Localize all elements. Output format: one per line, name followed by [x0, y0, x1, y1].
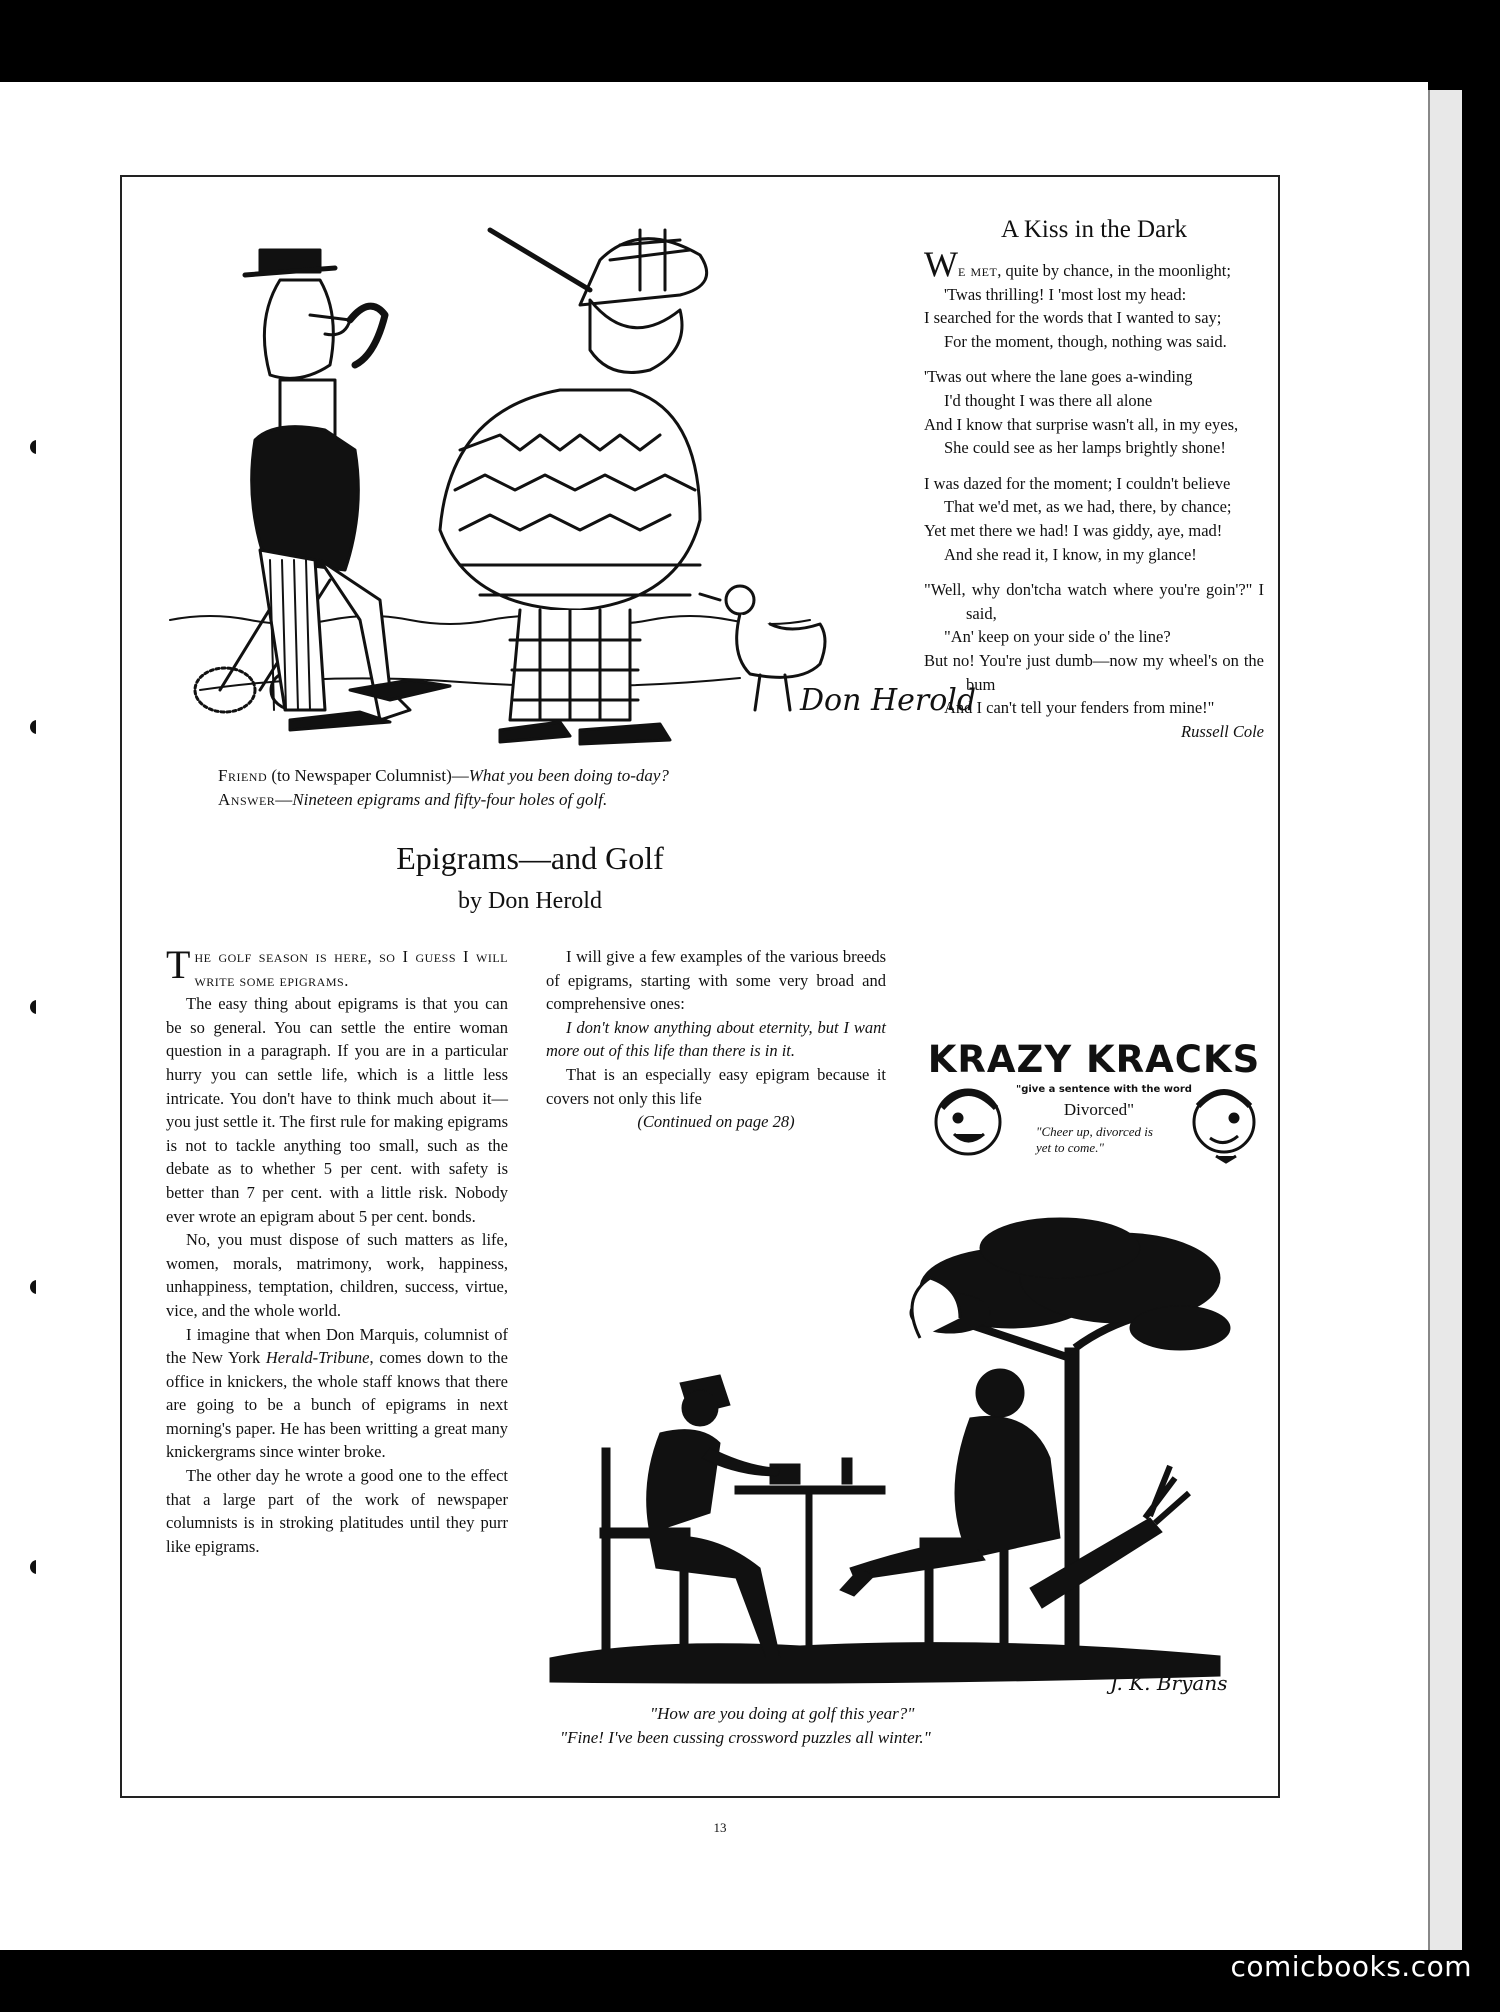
poem-line: I'd thought I was there all alone: [944, 390, 1153, 410]
page-stack-edge: [1428, 90, 1462, 1950]
silhouette-caption: [560, 1702, 1160, 1750]
newspaper-name: Herald-Tribune: [265, 1348, 370, 1368]
poem-line: [924, 696, 1264, 741]
article-paragraph: [166, 942, 508, 992]
article-paragraph: No, you must dispose of such matters as life, women, morals, matrimony, work, happiness, unhappiness, temptation, children, success, virtue, vice, and the whole world.: [166, 1230, 508, 1320]
poem-stanza: [924, 578, 1264, 741]
poem-stanza: [924, 472, 1264, 566]
poem-author: Russell Cole: [1181, 721, 1264, 741]
poem-text: , quite by chance, in the moonlight;: [997, 261, 1231, 280]
poem-stanza: [924, 244, 1264, 353]
silhouette-caption-line: "How are you doing at golf this year?": [650, 1704, 915, 1723]
drop-cap: T: [166, 942, 191, 987]
poem-line: I was dazed for the moment; I couldn't believe: [924, 473, 1231, 493]
poem-text: And I can't tell your fenders from mine!": [944, 698, 1215, 718]
poem-line: And I know that surprise wasn't all, in my eyes,: [924, 414, 1239, 434]
poem-stanza: [924, 365, 1264, 459]
friend-question: What you been doing to-day?: [468, 766, 669, 785]
article-paragraph: I will give a few examples of the various breeds of epigrams, starting with some very broad and comprehensive ones:: [546, 947, 886, 1014]
poem-line: "An' keep on your side o' the line?: [944, 627, 1171, 647]
article-paragraph: That is an especially easy epigram because it covers not only this life: [546, 1064, 886, 1108]
poem-line: And she read it, I know, in my glance!: [944, 544, 1197, 564]
poem-title: A Kiss in the Dark: [1000, 216, 1188, 243]
answer-text: —: [275, 790, 293, 809]
silhouette-caption-line: "Fine! I've been cussing crossword puzzles all winter.": [560, 1728, 931, 1747]
article-paragraph: The other day he wrote a good one to the effect that a large part of the work of newspaper columnists is in stroking platitudes until they purr like epigrams.: [166, 1466, 508, 1556]
page-number: 13: [713, 1820, 727, 1835]
cafe-silhouette-illustration: [530, 1218, 1250, 1698]
article-byline: by Don Herold: [458, 888, 602, 914]
poem-line: [924, 244, 1264, 284]
krazy-kracks-word: Divorced": [1063, 1100, 1135, 1119]
answer-label: Answer: [218, 790, 276, 809]
poem-line: Yet met there we had! I was giddy, aye, mad!: [924, 520, 1223, 540]
caption-friend-line: [218, 764, 778, 788]
poem-line: But no! You're just dumb—now my wheel's on the bum: [924, 650, 1264, 694]
article-paragraph: [166, 1323, 508, 1465]
answer-reply: Nineteen epigrams and fifty-four holes of golf.: [292, 790, 608, 809]
poem-line: She could see as her lamps brightly shone!: [944, 438, 1226, 458]
krazy-kracks-title: KRAZY KRACKS: [927, 1038, 1261, 1081]
poem-line: For the moment, though, nothing was said.: [944, 331, 1227, 351]
cartoon-signature: Don Herold: [800, 683, 977, 718]
golf-cartoon-illustration: [160, 220, 977, 760]
source-watermark: comicbooks.com: [1230, 1950, 1472, 1983]
krazy-kracks-subtitle: "give a sentence with the word: [1016, 1084, 1192, 1095]
article-column-2: [546, 945, 886, 1134]
paragraph-text: I imagine that when Don Marquis, columnist of the New York: [166, 1324, 508, 1368]
poem-text: e met: [957, 261, 998, 280]
article-column-1: [166, 942, 508, 1558]
friend-label: Friend: [218, 766, 268, 785]
drop-cap: W: [924, 244, 958, 284]
article-epigram: I don't know anything about eternity, but I want more out of this life than there is in it.: [546, 1017, 886, 1061]
poem-line: 'Twas out where the lane goes a-winding: [924, 367, 1193, 387]
cartoon-caption: [218, 764, 778, 812]
caption-answer-line: [218, 788, 778, 812]
poem-line: That we'd met, as we had, there, by chance;: [944, 497, 1232, 517]
poem-line: I searched for the words that I wanted to say;: [924, 308, 1222, 328]
krazy-kracks-panel: [924, 1030, 1264, 1180]
poem-line: 'Twas thrilling! I 'most lost my head:: [944, 284, 1187, 304]
facing-page-edge: [0, 82, 36, 1950]
article-paragraph: The easy thing about epigrams is that you can be so general. You can settle the entire woman question in a paragraph. If you are in a particular hurry you can settle life, which is a little less intricate. You don't have to think much about it—you just settle it. The first rule for making epigrams is not to tackle anything too small, such as the debate as to whether 5 per cent. with safety is better than 7 per cent. with a little risk. Nobody ever wrote an epigram about 5 per cent. bonds.: [166, 994, 508, 1226]
poem-body: [924, 244, 1264, 743]
friend-text: (to Newspaper Columnist)—: [267, 766, 469, 785]
paragraph-text: , comes down to the office in knickers, the whole staff knows that there are going to be a bunch of epigrams in next morning's paper. He has been writting a great many knickergrams since winter broke.: [166, 1348, 508, 1462]
silhouette-signature: J. K. Bryans: [1110, 1671, 1228, 1695]
krazy-kracks-quote: "Cheer up, divorced is yet to come.": [1036, 1124, 1153, 1155]
paragraph-text: he golf season is here, so I guess I will write some epigrams.: [194, 947, 508, 990]
article-title: Epigrams—and Golf: [396, 840, 664, 876]
poem-line: "Well, why don'tcha watch where you're goin'?" I said,: [924, 580, 1264, 623]
continued-note: (Continued on page 28): [637, 1112, 795, 1132]
